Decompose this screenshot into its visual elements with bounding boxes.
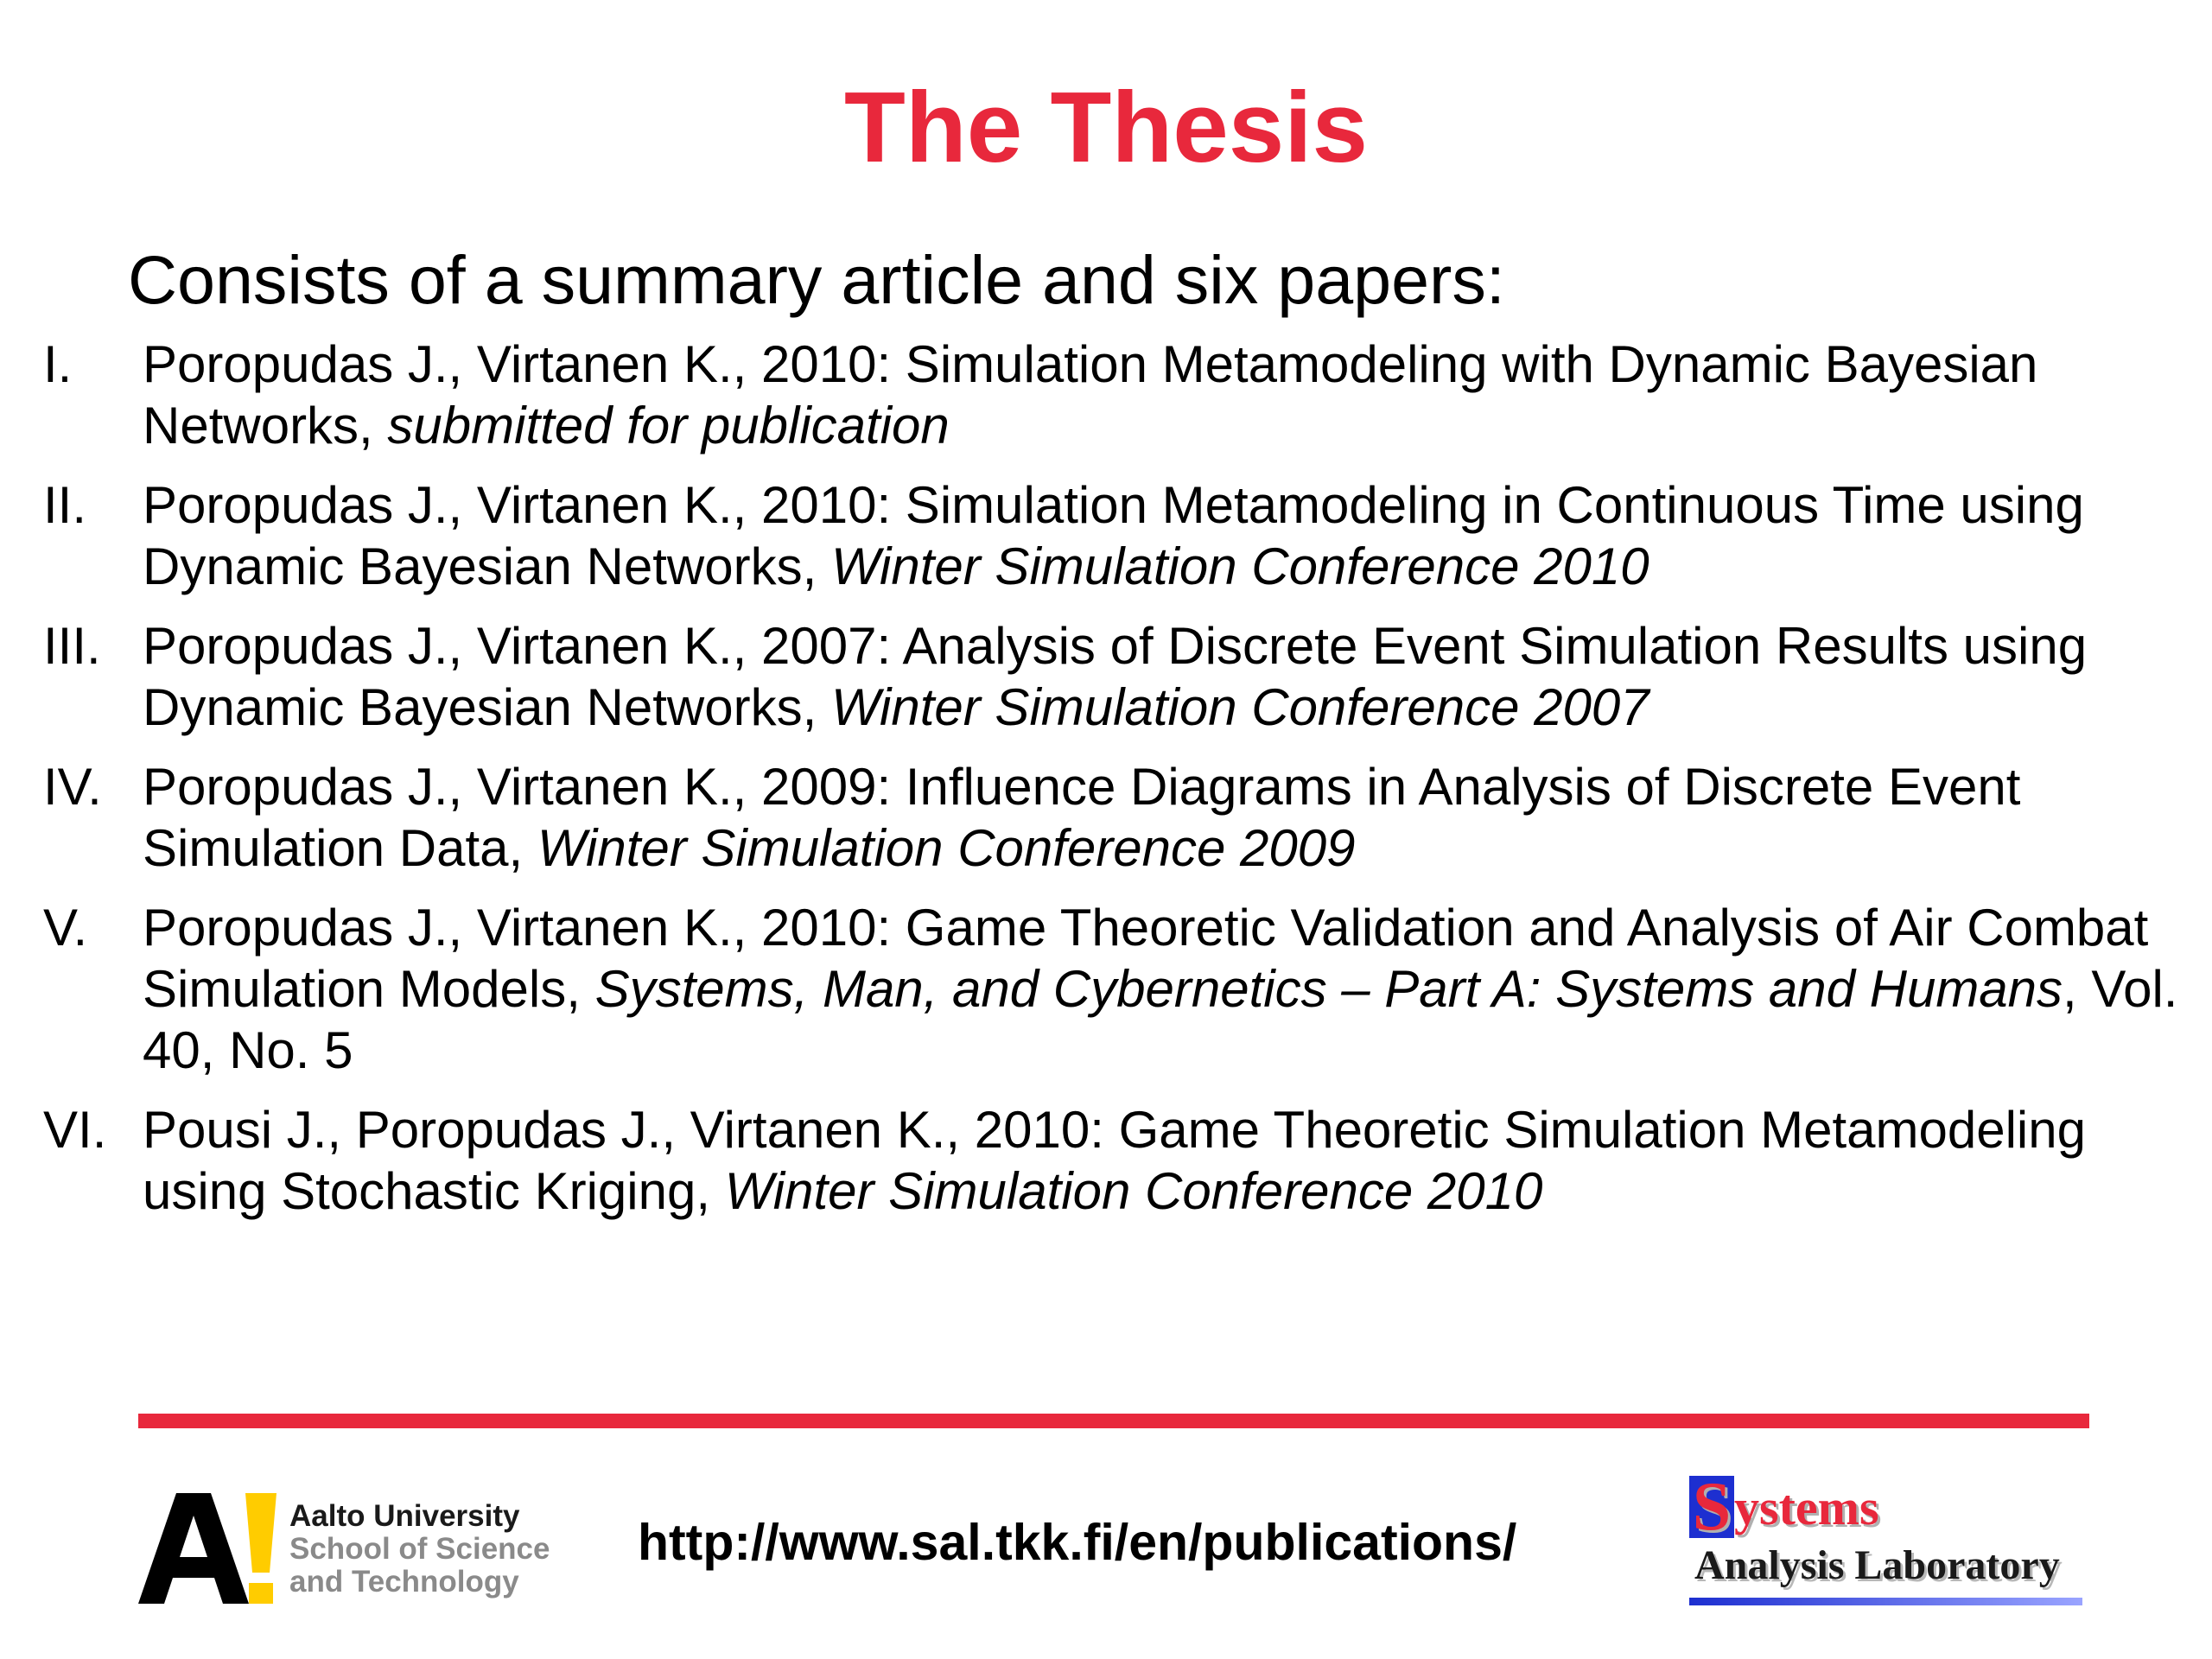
paper-citation	[143, 756, 2190, 879]
paper-authors-title: Pousi J., Poropudas J., Virtanen K., 2010: Game Theoretic Simulation Metamodeling using Stochastic Kriging,	[143, 1101, 2087, 1220]
systems-analysis-laboratory-logo	[1689, 1469, 2095, 1612]
paper-list	[0, 334, 2212, 1240]
paper-venue: Winter Simulation Conference 2007	[830, 678, 1649, 736]
paper-citation	[143, 334, 2190, 456]
paper-numeral: II.	[43, 476, 87, 534]
paper-authors-title: Poropudas J., Virtanen K., 2010: Simulation Metamodeling in Continuous Time using Dynamic Bayesian Networks,	[143, 476, 2084, 595]
aalto-a-exclamation-icon	[138, 1493, 276, 1605]
publications-url[interactable]: http://www.sal.tkk.fi/en/publications/	[638, 1514, 1517, 1571]
slide-title: The Thesis	[844, 71, 1368, 183]
paper-authors-title: Poropudas J., Virtanen K., 2009: Influence Diagrams in Analysis of Discrete Event Simulation Data,	[143, 758, 2021, 877]
sal-logo-subtitle: Analysis Laboratory	[1694, 1542, 2060, 1588]
paper-venue: Winter Simulation Conference 2010	[724, 1162, 1543, 1220]
paper-suffix: , Vol. 40, No. 5	[143, 960, 2178, 1079]
paper-item	[0, 1099, 2190, 1222]
paper-item	[0, 334, 2190, 456]
paper-numeral: IV.	[43, 758, 102, 816]
aalto-school-line: and Technology	[289, 1565, 519, 1599]
paper-item	[0, 474, 2190, 597]
paper-authors-title: Poropudas J., Virtanen K., 2007: Analysis of Discrete Event Simulation Results using Dynamic Bayesian Networks,	[143, 617, 2088, 736]
aalto-logo	[138, 1493, 605, 1605]
footer-divider	[138, 1414, 2089, 1428]
intro-text: Consists of a summary article and six papers:	[128, 241, 1505, 318]
paper-authors-title: Poropudas J., Virtanen K., 2010: Simulation Metamodeling with Dynamic Bayesian Networks,	[143, 335, 2038, 454]
paper-authors-title: Poropudas J., Virtanen K., 2010: Game Theoretic Validation and Analysis of Air Combat Simulation Models,	[143, 899, 2149, 1018]
paper-citation	[143, 1099, 2190, 1222]
paper-item	[0, 756, 2190, 879]
paper-numeral: I.	[43, 335, 73, 393]
paper-numeral: VI.	[43, 1101, 107, 1159]
paper-venue: Winter Simulation Conference 2009	[537, 819, 1356, 877]
paper-numeral: III.	[43, 617, 101, 675]
sal-logo-underline	[1689, 1598, 2082, 1605]
paper-numeral: V.	[43, 899, 88, 957]
paper-item	[0, 897, 2190, 1081]
paper-citation	[143, 897, 2190, 1081]
paper-venue: Systems, Man, and Cybernetics – Part A: Systems and Humans	[594, 960, 2063, 1018]
aalto-university-name: Aalto University	[289, 1499, 520, 1533]
sal-logo-initial: S	[1689, 1476, 1734, 1538]
paper-venue: Winter Simulation Conference 2010	[830, 537, 1649, 595]
paper-citation	[143, 474, 2190, 597]
aalto-school-line: School of Science	[289, 1532, 550, 1566]
paper-item	[0, 615, 2190, 738]
paper-venue: submitted for publication	[387, 397, 950, 454]
paper-citation	[143, 615, 2190, 738]
sal-logo-word: ystems	[1734, 1479, 1879, 1535]
